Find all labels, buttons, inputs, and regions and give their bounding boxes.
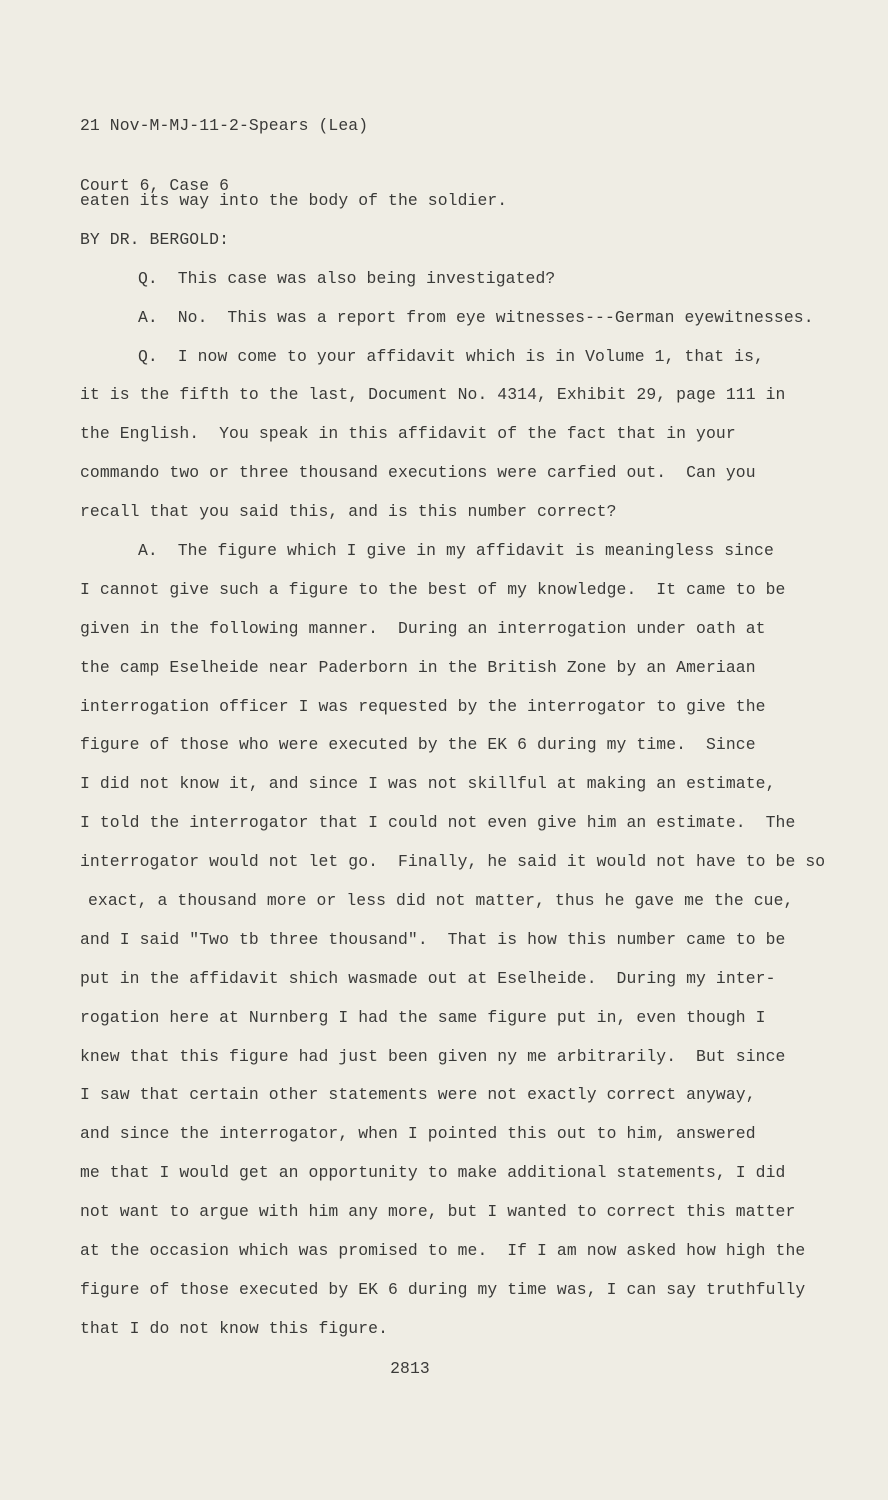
- speaker-heading: BY DR. BERGOLD:: [80, 229, 230, 249]
- transcript-line: the English. You speak in this affidavit of the fact that in your: [80, 424, 736, 444]
- answer-line: A. The figure which I give in my affidavit is meaningless since: [138, 541, 774, 561]
- transcript-line: interrogation officer I was requested by the interrogator to give the: [80, 696, 766, 716]
- header-session-line: 21 Nov-M-MJ-11-2-Spears (Lea): [80, 116, 369, 135]
- transcript-line: figure of those who were executed by the EK 6 during my time. Since: [80, 735, 756, 755]
- transcript-line: eaten its way into the body of the soldier.: [80, 191, 508, 210]
- header-court-line: Court 6, Case 6: [80, 176, 230, 195]
- transcript-line: interrogator would not let go. Finally, he said it would not have to be so: [80, 852, 826, 872]
- transcript-line: me that I would get an opportunity to make additional statements, I did: [80, 1163, 786, 1183]
- transcript-line: given in the following manner. During an interrogation under oath at: [80, 618, 766, 638]
- transcript-line: not want to argue with him any more, but I wanted to correct this matter: [80, 1202, 796, 1222]
- transcript-line: put in the affidavit shich wasmade out at Eselheide. During my inter-: [80, 968, 776, 988]
- transcript-line: knew that this figure had just been given ny me arbitrarily. But since: [80, 1046, 786, 1066]
- transcript-line: and I said "Two tb three thousand". That is how this number came to be: [80, 929, 786, 949]
- transcript-line: rogation here at Nurnberg I had the same figure put in, even though I: [80, 1007, 766, 1027]
- transcript-line: at the occasion which was promised to me. If I am now asked how high the: [80, 1241, 806, 1261]
- transcript-line: I saw that certain other statements were not exactly correct anyway,: [80, 1085, 756, 1105]
- transcript-line: commando two or three thousand executions were carfied out. Can you: [80, 463, 756, 483]
- transcript-line: I told the interrogator that I could not even give him an estimate. The: [80, 813, 796, 833]
- page-number: 2813: [390, 1359, 430, 1378]
- transcript-line: and since the interrogator, when I pointed this out to him, answered: [80, 1124, 756, 1144]
- transcript-body: [80, 188, 826, 1355]
- transcript-line: that I do not know this figure.: [80, 1318, 389, 1338]
- transcript-line: I did not know it, and since I was not skillful at making an estimate,: [80, 774, 776, 794]
- transcript-line: I cannot give such a figure to the best of my knowledge. It came to be: [80, 579, 786, 599]
- transcript-line: it is the fifth to the last, Document No. 4314, Exhibit 29, page 111 in: [80, 385, 786, 405]
- transcript-line: the camp Eselheide near Paderborn in the British Zone by an Ameriaan: [80, 657, 756, 677]
- transcript-line: exact, a thousand more or less did not matter, thus he gave me the cue,: [88, 891, 794, 911]
- question-line: Q. I now come to your affidavit which is in Volume 1, that is,: [138, 346, 764, 366]
- question-line: Q. This case was also being investigated?: [138, 268, 556, 288]
- transcript-line: recall that you said this, and is this number correct?: [80, 502, 617, 522]
- answer-line: A. No. This was a report from eye witnesses---German eyewitnesses.: [138, 307, 814, 327]
- transcript-line: figure of those executed by EK 6 during my time was, I can say truthfully: [80, 1279, 806, 1299]
